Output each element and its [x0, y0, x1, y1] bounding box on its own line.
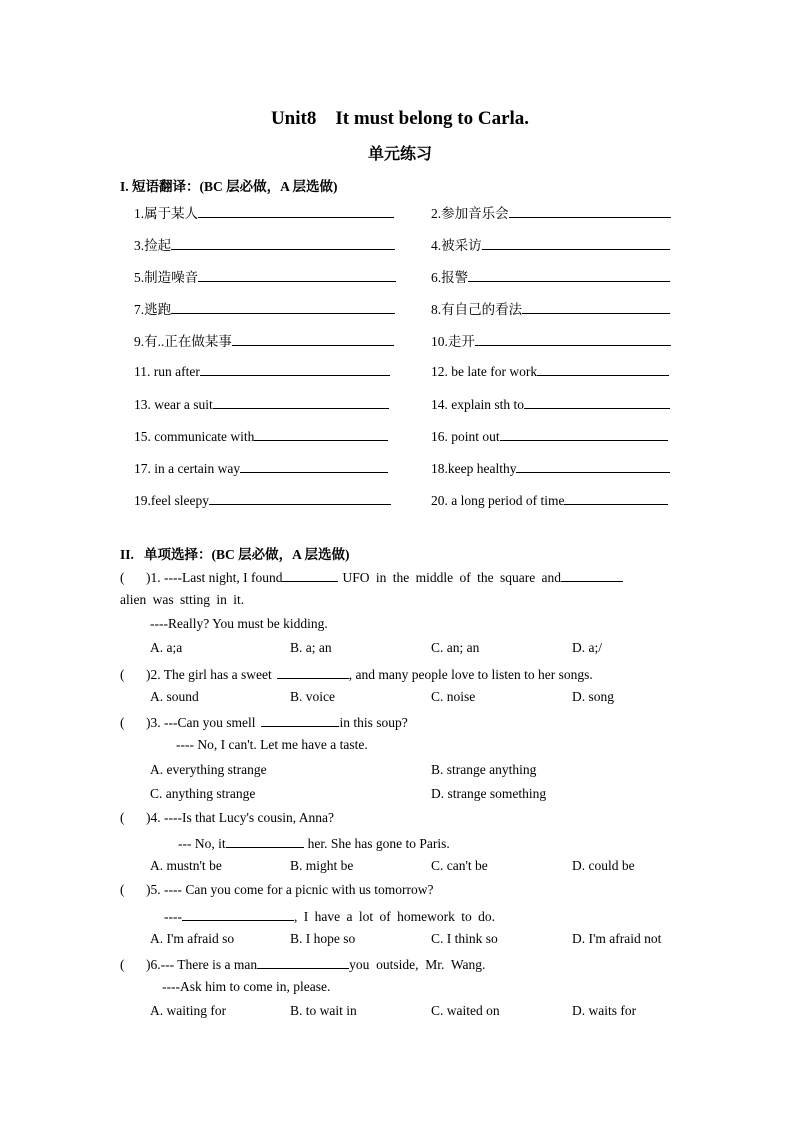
answer-blank[interactable] [537, 362, 669, 376]
phrase-item-3 [134, 234, 395, 254]
phrase-text: 1.属于某人 [134, 206, 199, 221]
phrase-text: 7.逃跑 [134, 302, 172, 317]
answer-blank[interactable] [261, 713, 339, 727]
question-6 [120, 955, 485, 973]
phrase-text: 16. point out [431, 429, 500, 444]
question-3 [120, 713, 408, 731]
question-3-reply: ---- No, I can't. Let me have a taste. [176, 737, 368, 752]
answer-blank[interactable] [232, 332, 394, 346]
answer-blank[interactable] [200, 362, 390, 376]
phrase-item-1 [134, 202, 394, 222]
question-4-reply [178, 834, 450, 852]
option-a[interactable]: A. a;a [150, 640, 183, 655]
answer-paren-open[interactable]: ( [120, 715, 125, 730]
option-a[interactable]: A. I'm afraid so [150, 931, 235, 946]
phrase-item-13 [134, 395, 389, 413]
phrase-text: 20. a long period of time [431, 493, 565, 508]
reply-text: her. She has gone to Paris. [307, 836, 450, 851]
phrase-text: 9.有..正在做某事 [134, 334, 232, 349]
section2-heading: II. 单项选择：(BC 层必做，A 层选做) [120, 547, 350, 562]
option-a[interactable]: A. waiting for [150, 1003, 227, 1018]
answer-paren-open[interactable]: ( [120, 810, 125, 825]
answer-blank[interactable] [522, 300, 670, 314]
phrase-text: 5.制造噪音 [134, 270, 199, 285]
option-b[interactable]: B. strange anything [431, 762, 537, 777]
phrase-item-12 [431, 362, 669, 380]
phrase-text: 3.捡起 [134, 238, 172, 253]
option-b[interactable]: B. I hope so [290, 931, 356, 946]
phrase-item-11 [134, 362, 390, 380]
option-b[interactable]: B. a; an [290, 640, 332, 655]
answer-blank[interactable] [198, 204, 394, 218]
answer-blank[interactable] [282, 568, 338, 582]
phrase-item-5 [134, 266, 396, 286]
phrase-text: 2.参加音乐会 [431, 206, 509, 221]
answer-blank[interactable] [171, 300, 395, 314]
phrase-text: 17. in a certain way [134, 461, 241, 476]
answer-blank[interactable] [482, 236, 670, 250]
option-d[interactable]: D. song [572, 689, 615, 704]
question-stem: )4. ----Is that Lucy's cousin, Anna? [146, 810, 335, 825]
answer-blank[interactable] [524, 395, 670, 409]
option-a[interactable]: A. sound [150, 689, 199, 704]
answer-blank[interactable] [468, 268, 670, 282]
option-d[interactable]: D. could be [572, 858, 635, 873]
phrase-text: 15. communicate with [134, 429, 255, 444]
answer-paren-open[interactable]: ( [120, 957, 125, 972]
option-a[interactable]: A. mustn't be [150, 858, 222, 873]
answer-blank[interactable] [226, 834, 304, 848]
answer-blank[interactable] [240, 459, 388, 473]
phrase-item-2 [431, 202, 671, 222]
answer-blank[interactable] [475, 332, 671, 346]
answer-blank[interactable] [198, 268, 396, 282]
question-stem: , and many people love to listen to her songs. [348, 667, 593, 682]
question-5-reply [164, 907, 495, 925]
phrase-text: 14. explain sth to [431, 397, 524, 412]
phrase-item-15 [134, 427, 388, 445]
answer-paren-open[interactable]: ( [120, 570, 125, 585]
answer-blank[interactable] [254, 427, 388, 441]
phrase-item-4 [431, 234, 670, 254]
option-b[interactable]: B. voice [290, 689, 335, 704]
phrase-item-19 [134, 491, 391, 509]
phrase-text: 6.报警 [431, 270, 469, 285]
option-d[interactable]: D. I'm afraid not [572, 931, 662, 946]
answer-blank[interactable] [500, 427, 668, 441]
option-b[interactable]: B. might be [290, 858, 354, 873]
phrase-text: 19.feel sleepy [134, 493, 209, 508]
phrase-item-18 [431, 459, 670, 477]
phrase-text: 11. run after [134, 364, 200, 379]
page-subtitle: 单元练习 [367, 146, 432, 163]
reply-text: --- No, it [178, 836, 226, 851]
phrase-item-6 [431, 266, 670, 286]
question-stem: )1. ----Last night, I found [146, 570, 283, 585]
question-1-reply: ----Really? You must be kidding. [150, 616, 328, 631]
question-stem: you outside, Mr. Wang. [349, 957, 486, 972]
option-d[interactable]: D. a;/ [572, 640, 602, 655]
answer-blank[interactable] [257, 955, 349, 969]
question-stem: in this soup? [339, 715, 408, 730]
phrase-text: 4.被采访 [431, 238, 482, 253]
question-stem: )2. The girl has a sweet [146, 667, 272, 682]
reply-text: ---- [164, 909, 182, 924]
phrase-text: 13. wear a suit [134, 397, 213, 412]
question-stem: )6.--- There is a man [146, 957, 258, 972]
page-title: Unit8 It must belong to Carla. [270, 108, 530, 129]
option-c[interactable]: C. waited on [431, 1003, 500, 1018]
option-c[interactable]: C. anything strange [150, 786, 256, 801]
phrase-item-7 [134, 298, 395, 318]
answer-blank[interactable] [171, 236, 395, 250]
option-b[interactable]: B. to wait in [290, 1003, 357, 1018]
phrase-item-16 [431, 427, 668, 445]
option-d[interactable]: D. strange something [431, 786, 547, 801]
answer-blank[interactable] [561, 568, 623, 582]
phrase-text: 10.走开 [431, 334, 475, 349]
option-a[interactable]: A. everything strange [150, 762, 267, 777]
answer-blank[interactable] [182, 907, 294, 921]
phrase-item-20 [431, 491, 668, 509]
answer-blank[interactable] [509, 204, 671, 218]
question-1-line2: alien was stting in it. [120, 592, 245, 607]
answer-blank[interactable] [564, 491, 668, 505]
question-5 [120, 882, 434, 898]
answer-blank[interactable] [277, 665, 349, 679]
option-c[interactable]: C. an; an [431, 640, 480, 655]
phrase-item-17 [134, 459, 388, 477]
question-6-reply: ----Ask him to come in, please. [162, 979, 331, 994]
option-d[interactable]: D. waits for [572, 1003, 637, 1018]
reply-text: , I have a lot of homework to do. [293, 909, 495, 924]
question-4 [120, 810, 334, 826]
answer-blank[interactable] [209, 491, 391, 505]
phrase-item-9 [134, 330, 394, 350]
option-c[interactable]: C. can't be [431, 858, 488, 873]
phrase-text: 18.keep healthy [431, 461, 517, 476]
phrase-item-10 [431, 330, 671, 350]
question-stem: )3. ---Can you smell [146, 715, 256, 730]
phrase-item-8 [431, 298, 670, 318]
question-2 [120, 665, 593, 683]
answer-paren-open[interactable]: ( [120, 882, 125, 897]
option-c[interactable]: C. noise [431, 689, 476, 704]
answer-blank[interactable] [213, 395, 389, 409]
phrase-item-14 [431, 395, 670, 413]
question-1 [120, 568, 623, 586]
question-stem: )5. ---- Can you come for a picnic with us tomorrow? [146, 882, 434, 897]
section1-heading: I. 短语翻译：(BC 层必做，A 层选做) [120, 179, 338, 194]
phrase-text: 12. be late for work [431, 364, 538, 379]
phrase-text: 8.有自己的看法 [431, 302, 523, 317]
answer-blank[interactable] [516, 459, 670, 473]
option-c[interactable]: C. I think so [431, 931, 498, 946]
question-stem: UFO in the middle of the square and [342, 570, 562, 585]
answer-paren-open[interactable]: ( [120, 667, 125, 682]
